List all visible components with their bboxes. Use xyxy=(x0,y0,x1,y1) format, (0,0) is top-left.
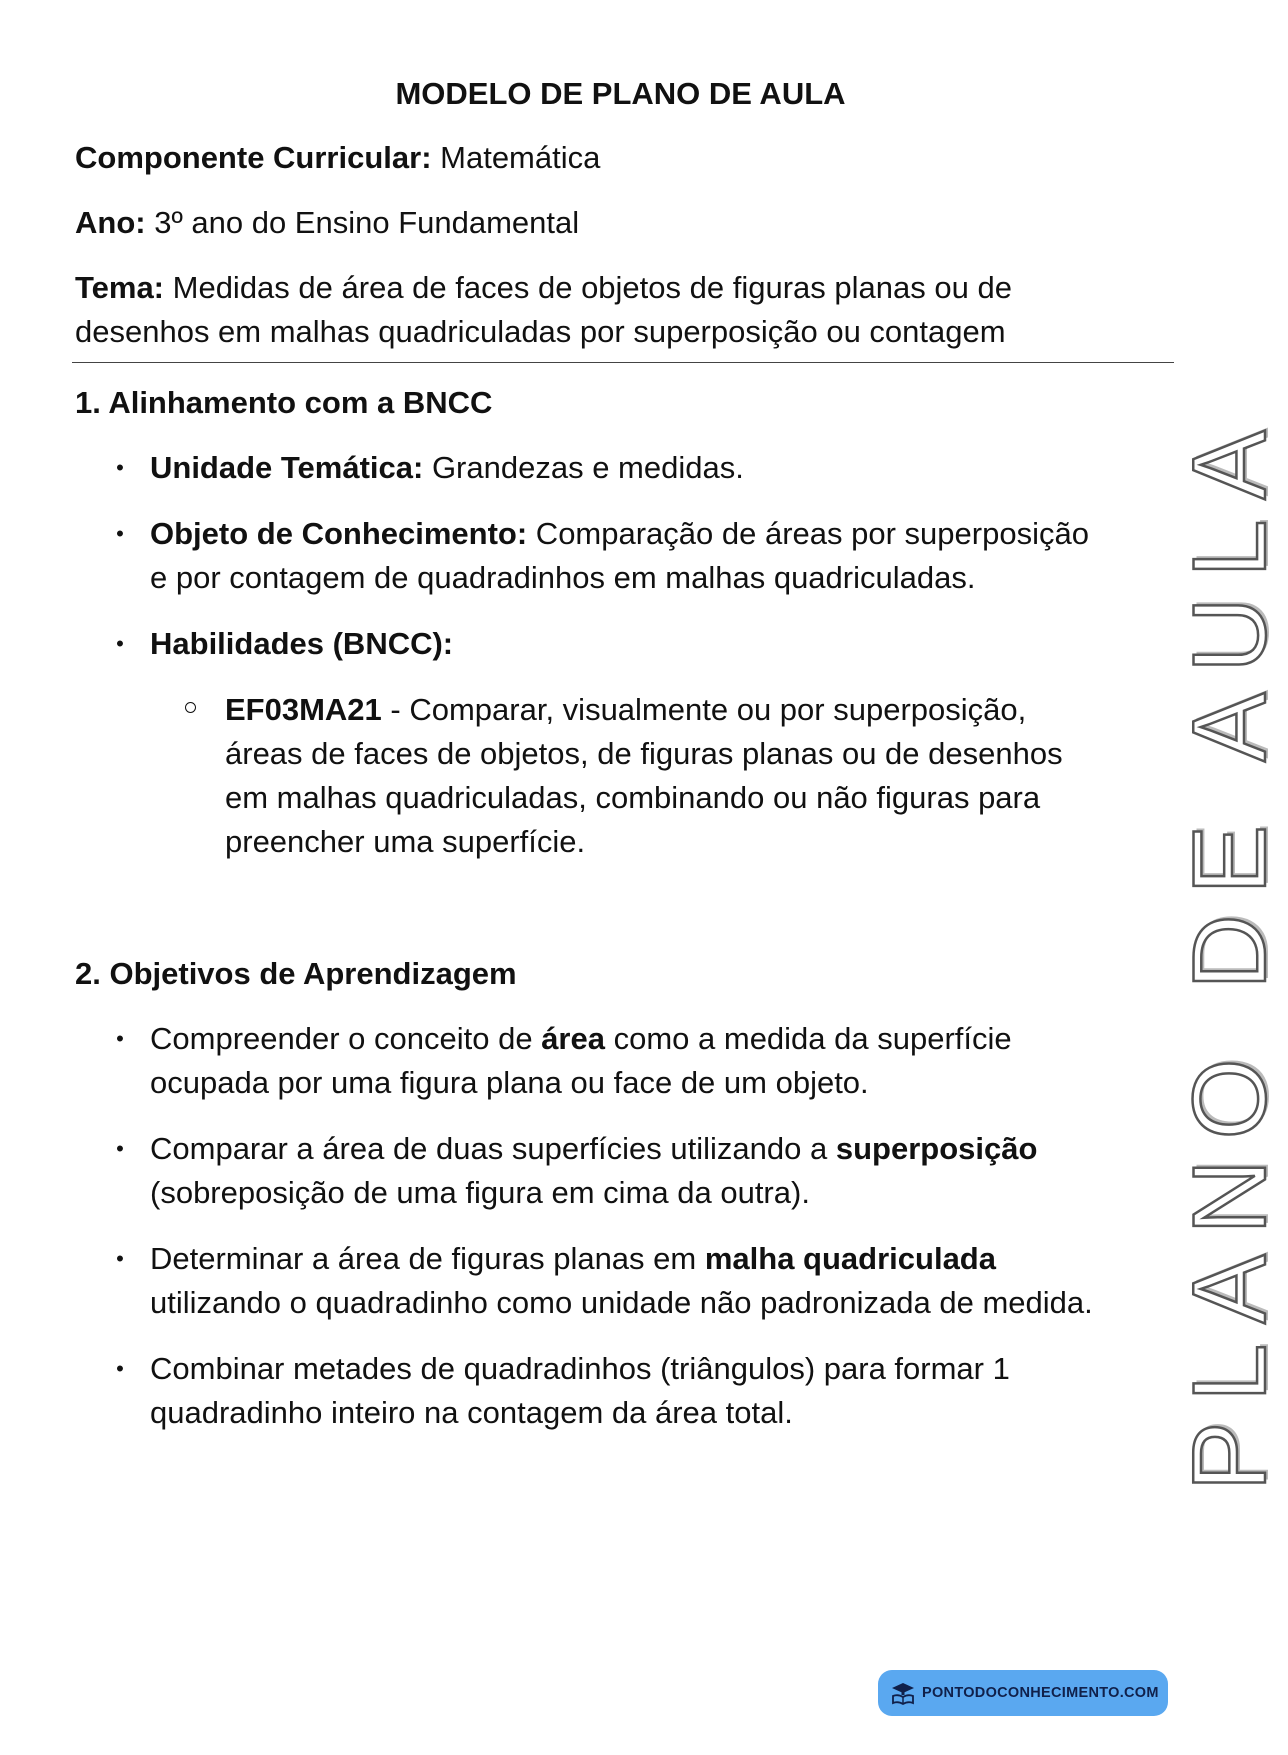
list-item-objeto-conhecimento xyxy=(116,512,1140,600)
site-logo-badge[interactable] xyxy=(878,1670,1168,1716)
bullet-dot-icon: • xyxy=(116,521,124,546)
obj4-line2: quadradinho inteiro na contagem da área total. xyxy=(150,1395,793,1430)
habilidade-line2: áreas de faces de objetos, de figuras planas ou de desenhos xyxy=(225,736,1063,771)
componente-label: Componente Curricular: xyxy=(75,140,432,175)
list-item-objetivo-4 xyxy=(116,1347,1140,1435)
obj2-line2: (sobreposição de uma figura em cima da outra). xyxy=(150,1175,810,1210)
section-heading-objetivos: 2. Objetivos de Aprendizagem xyxy=(75,956,517,991)
bullet-dot-icon: • xyxy=(116,1246,124,1271)
horizontal-divider xyxy=(72,362,1174,363)
habilidades-label: Habilidades (BNCC): xyxy=(150,626,454,661)
objeto-value-line2: e por contagem de quadradinhos em malhas quadriculadas. xyxy=(150,560,976,595)
unidade-value: Grandezas e medidas. xyxy=(423,450,744,485)
objeto-value-line1: Comparação de áreas por superposição xyxy=(527,516,1089,551)
habilidade-code: EF03MA21 xyxy=(225,692,382,727)
list-item-objetivo-3 xyxy=(116,1237,1140,1325)
bullet-dot-icon: • xyxy=(116,1356,124,1381)
ano-line xyxy=(75,201,1165,245)
componente-value: Matemática xyxy=(431,140,601,175)
obj3-line2: utilizando o quadradinho como unidade não padronizada de medida. xyxy=(150,1285,1093,1320)
habilidade-line4: preencher uma superfície. xyxy=(225,824,586,859)
habilidade-line1: - Comparar, visualmente ou por superposição, xyxy=(381,692,1027,727)
tema-line xyxy=(75,266,1165,354)
logo-text: PONTODOCONHECIMENTO.COM xyxy=(922,1685,1159,1701)
obj4-line1: Combinar metades de quadradinhos (triângulos) para formar 1 xyxy=(150,1351,1010,1386)
habilidade-line3: em malhas quadriculadas, combinando ou não figuras para xyxy=(225,780,1041,815)
obj2-text-bold: superposição xyxy=(835,1131,1038,1166)
unidade-label: Unidade Temática: xyxy=(150,450,424,485)
list-item-objetivo-1 xyxy=(116,1017,1140,1105)
tema-value-line1: Medidas de área de faces de objetos de figuras planas ou de xyxy=(164,270,1012,305)
obj1-text-a: Compreender o conceito de xyxy=(150,1021,542,1056)
obj1-text-c: como a medida da superfície xyxy=(604,1021,1012,1056)
bullet-dot-icon: • xyxy=(116,1026,124,1051)
ano-value: 3º ano do Ensino Fundamental xyxy=(145,205,580,240)
list-item-habilidades xyxy=(116,622,1140,666)
obj1-text-bold: área xyxy=(541,1021,605,1056)
bullet-dot-icon: • xyxy=(116,1136,124,1161)
obj3-text-a: Determinar a área de figuras planas em xyxy=(150,1241,705,1276)
obj1-line2: ocupada por uma figura plana ou face de um objeto. xyxy=(150,1065,869,1100)
ano-label: Ano: xyxy=(75,205,146,240)
objeto-label: Objeto de Conhecimento: xyxy=(150,516,528,551)
section-heading-bncc: 1. Alinhamento com a BNCC xyxy=(75,385,493,420)
graduation-book-icon xyxy=(890,1680,916,1706)
tema-label: Tema: xyxy=(75,270,165,305)
list-item-unidade-tematica xyxy=(116,446,1140,490)
componente-curricular-line xyxy=(75,136,1165,180)
tema-value-line2: desenhos em malhas quadriculadas por superposição ou contagem xyxy=(75,314,1006,349)
sub-list-item-ef03ma21 xyxy=(225,688,1145,864)
watermark-text: PLANO DE AULA xyxy=(1172,410,1288,1491)
list-item-objetivo-2 xyxy=(116,1127,1140,1215)
bullet-dot-icon: • xyxy=(116,631,124,656)
obj2-text-a: Comparar a área de duas superfícies utilizando a xyxy=(150,1131,836,1166)
obj3-text-bold: malha quadriculada xyxy=(704,1241,996,1276)
document-title: MODELO DE PLANO DE AULA xyxy=(395,76,846,111)
bullet-dot-icon: • xyxy=(116,455,124,480)
circle-bullet-icon xyxy=(185,702,196,713)
